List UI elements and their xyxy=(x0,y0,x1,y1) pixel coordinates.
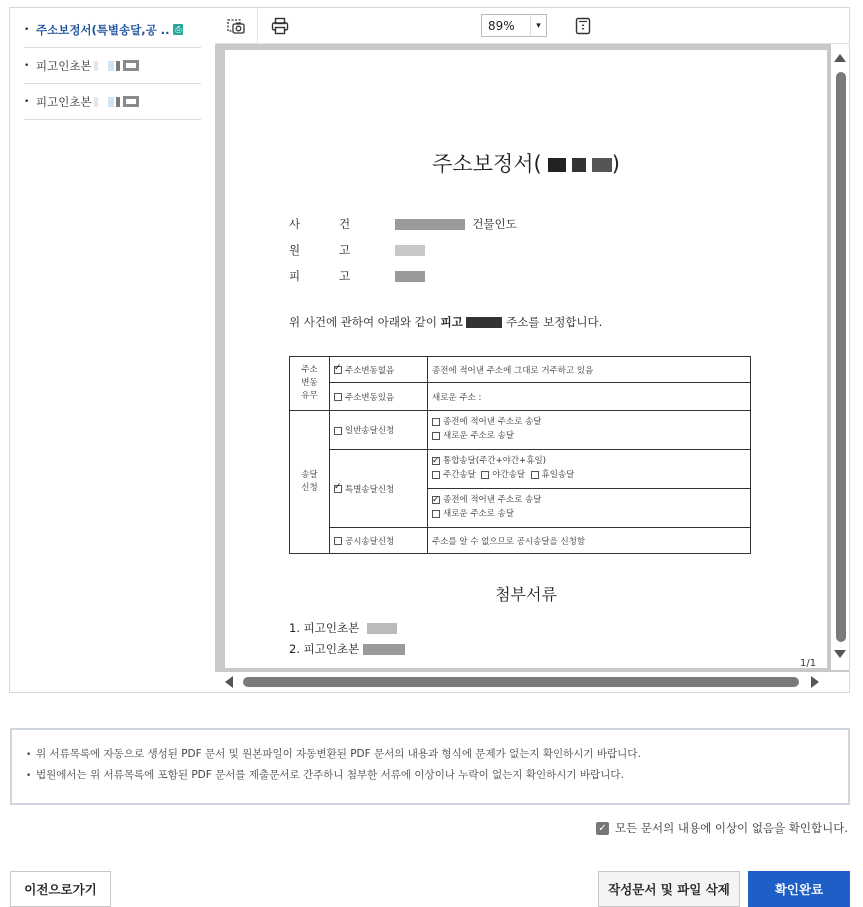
public-delivery-option: 공시송달신청 xyxy=(330,528,428,554)
checkbox xyxy=(481,471,489,479)
document-list-item[interactable] xyxy=(24,84,201,120)
scroll-thumb[interactable] xyxy=(836,72,846,642)
redacted-mark xyxy=(94,97,98,107)
bullet: • xyxy=(24,60,30,71)
checkbox xyxy=(334,366,342,374)
viewer-toolbar xyxy=(215,8,849,44)
scroll-up-icon[interactable] xyxy=(834,54,846,62)
attachment-item: 2. 피고인초본 xyxy=(289,641,405,657)
attachment-item: 1. 피고인초본 xyxy=(289,620,397,636)
normal-delivery-option: 일반송달신청 xyxy=(330,411,428,450)
special-delivery-option: ✓특별송달신청 xyxy=(330,450,428,528)
address-correction-table xyxy=(289,356,751,554)
changed-option: 주소변동있음 xyxy=(330,383,428,411)
redacted-mark xyxy=(108,61,114,71)
public-delivery-desc: 주소를 알 수 없으므로 공시송달을 신청함 xyxy=(428,528,751,554)
redacted-plaintiff xyxy=(395,245,425,256)
no-change-option: ✓주소변동없음 xyxy=(330,357,428,383)
redacted-name xyxy=(542,158,612,172)
vertical-scrollbar[interactable] xyxy=(831,44,849,670)
redacted-mark xyxy=(367,623,397,634)
redacted-mark xyxy=(123,96,139,107)
confirm-checkbox[interactable] xyxy=(596,820,848,836)
document-viewer-frame xyxy=(9,7,850,693)
defendant-row: 피 고 xyxy=(289,268,425,284)
notice-line: • 위 서류목록에 자동으로 생성된 PDF 문서 및 원본파일이 자동변환된 PDF 문서의 내용과 형식에 문제가 없는지 확인하시기 바랍니다. xyxy=(26,748,641,760)
redacted-name xyxy=(466,317,502,328)
checkbox xyxy=(334,485,342,493)
redacted-mark xyxy=(116,61,120,71)
changed-desc: 새로운 주소 : xyxy=(428,383,751,411)
pdf-viewer xyxy=(215,8,849,692)
special-delivery-times: ✓통합송달(주간+야간+휴일) 주간송달 야간송달 휴일송달 xyxy=(428,450,751,489)
capture-icon[interactable] xyxy=(225,15,247,37)
page-indicator: 1/1 xyxy=(800,658,817,669)
checkbox xyxy=(334,427,342,435)
checkbox xyxy=(334,537,342,545)
checkbox xyxy=(432,432,440,440)
bullet: • xyxy=(24,24,30,35)
plaintiff-row: 원 고 xyxy=(289,242,425,258)
document-label: 피고인초본 xyxy=(36,58,92,73)
intro-sentence: 위 사건에 관하여 아래와 같이 피고 주소를 보정합니다. xyxy=(289,315,603,329)
document-list-item[interactable] xyxy=(24,48,201,84)
scroll-right-icon[interactable] xyxy=(811,676,819,688)
attachment-icon: ⎙ xyxy=(175,25,182,34)
scroll-thumb[interactable] xyxy=(243,677,799,687)
checkbox xyxy=(432,496,440,504)
no-change-desc: 종전에 적어낸 주소에 그대로 거주하고 있음 xyxy=(428,357,751,383)
delete-files-button[interactable]: 작성문서 및 파일 삭제 xyxy=(598,871,740,907)
horizontal-scrollbar[interactable] xyxy=(215,672,849,692)
checkbox xyxy=(432,471,440,479)
redacted-mark xyxy=(363,644,405,655)
pdf-page xyxy=(225,50,827,668)
chevron-down-icon: ▾ xyxy=(530,15,546,36)
delivery-label: 송달 신청 xyxy=(290,411,330,554)
normal-delivery-options: 종전에 적어낸 주소로 송달 새로운 주소로 송달 xyxy=(428,411,751,450)
redacted-mark xyxy=(116,97,120,107)
checkbox xyxy=(432,510,440,518)
redacted-mark xyxy=(94,61,98,71)
address-change-label: 주소 변동 유무 xyxy=(290,357,330,411)
checkbox xyxy=(432,457,440,465)
notice-box xyxy=(10,728,850,805)
print-icon[interactable] xyxy=(269,15,291,37)
redacted-defendant xyxy=(395,271,425,282)
previous-button[interactable]: 이전으로가기 xyxy=(10,871,111,907)
scroll-down-icon[interactable] xyxy=(834,650,846,658)
checkbox xyxy=(334,393,342,401)
case-row: 사 건 건물인도 xyxy=(289,217,517,231)
document-label: 피고인초본 xyxy=(36,94,92,109)
document-title: 주소보정서( ) xyxy=(432,152,620,176)
special-delivery-address: ✓종전에 적어낸 주소로 송달 새로운 주소로 송달 xyxy=(428,489,751,528)
redacted-mark xyxy=(123,60,139,71)
bullet: • xyxy=(24,96,30,107)
toolbar-divider xyxy=(257,8,258,44)
notice-line: • 법원에서는 위 서류목록에 포함된 PDF 문서를 제출문서로 간주하니 첨부한 서류에 이상이나 누락이 없는지 확인하시기 바랍니다. xyxy=(26,769,624,781)
document-list-item[interactable] xyxy=(24,12,201,48)
zoom-select[interactable] xyxy=(481,14,547,37)
document-label: 주소보정서(특별송달,공 .. xyxy=(36,22,170,37)
confirm-label: 모든 문서의 내용에 이상이 없음을 확인합니다. xyxy=(615,821,849,835)
redacted-mark xyxy=(108,97,114,107)
zoom-value: 89% xyxy=(488,18,515,33)
scroll-left-icon[interactable] xyxy=(225,676,233,688)
pdf-canvas[interactable] xyxy=(215,44,849,692)
checkbox xyxy=(432,418,440,426)
fit-page-icon[interactable] xyxy=(572,15,594,37)
document-list xyxy=(10,8,215,692)
redacted-case-number xyxy=(395,219,465,230)
checkmark-icon[interactable]: ✓ xyxy=(596,822,609,835)
confirm-complete-button[interactable]: 확인완료 xyxy=(748,871,850,907)
checkbox xyxy=(531,471,539,479)
attachments-heading: 첨부서류 xyxy=(495,585,557,604)
